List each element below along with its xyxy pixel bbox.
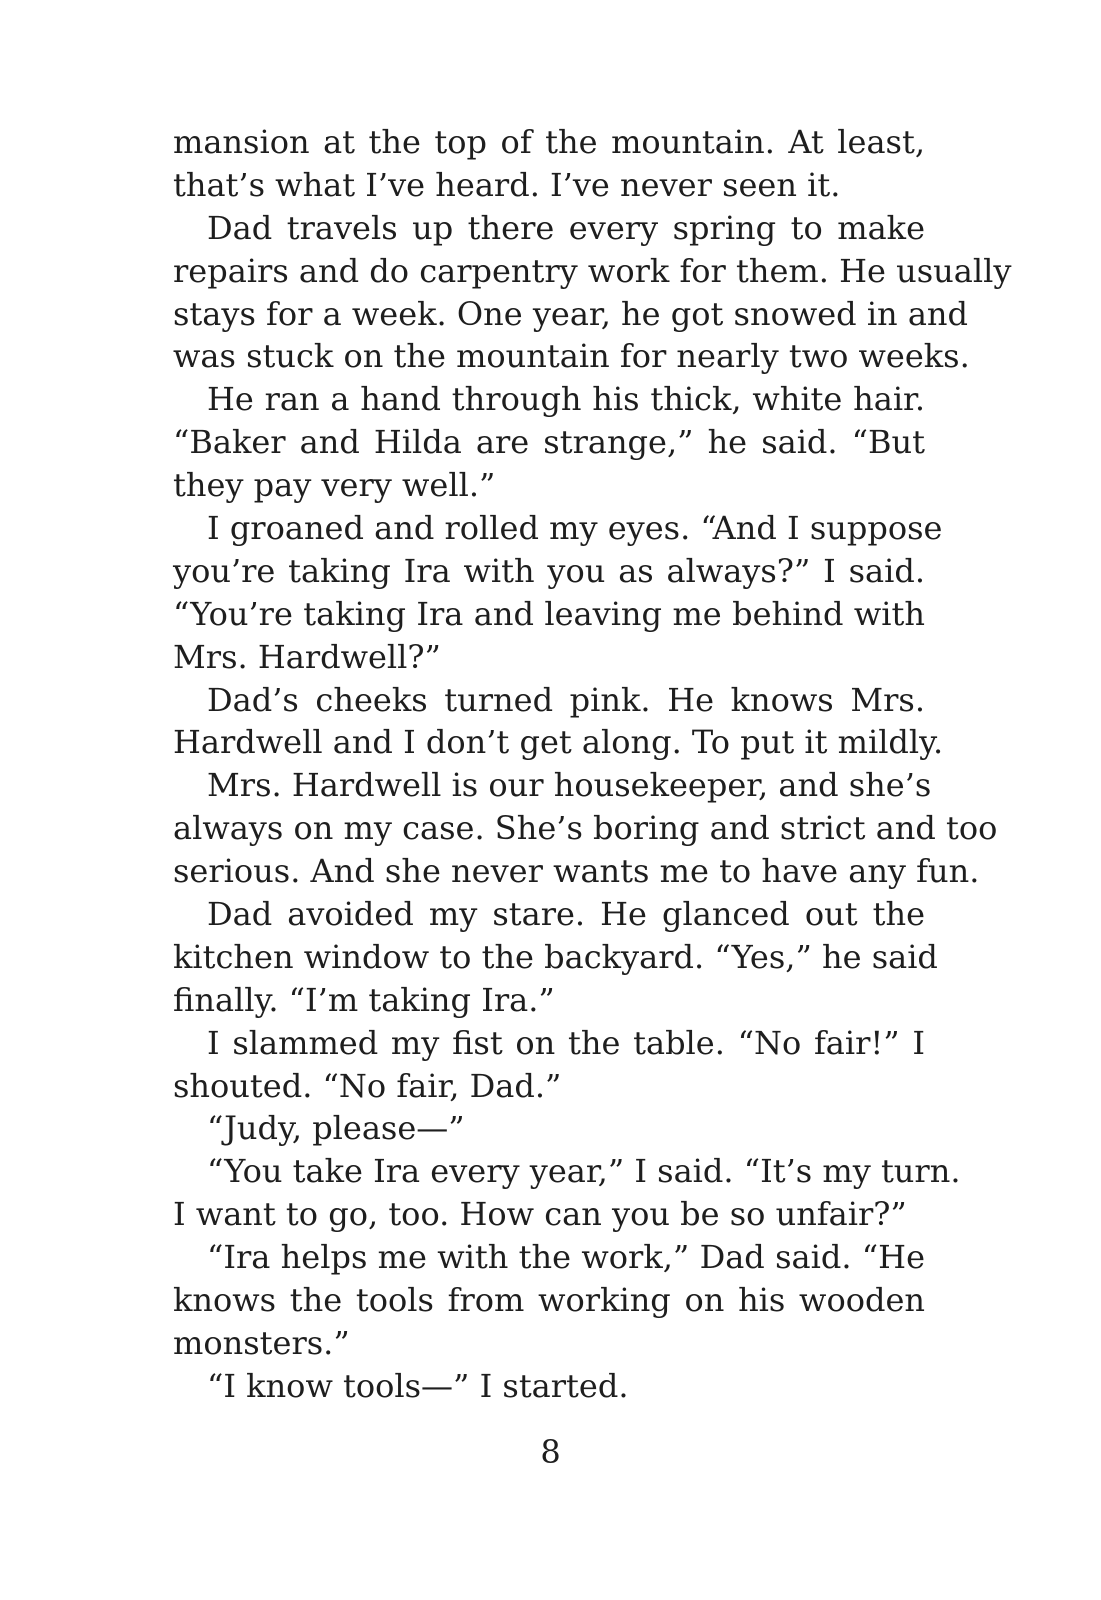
text-line: stays for a week. One year, he got snowed in and bbox=[173, 294, 968, 333]
text-line: was stuck on the mountain for nearly two weeks. bbox=[173, 337, 970, 376]
body-text bbox=[173, 121, 1012, 1408]
text-line: Dad’s cheeks turned pink. He knows Mrs. bbox=[207, 680, 925, 719]
text-line: “Baker and Hilda are strange,” he said. “But bbox=[173, 423, 925, 462]
text-line: He ran a hand through his thick, white hair. bbox=[207, 380, 925, 419]
text-line: “Ira helps me with the work,” Dad said. “He bbox=[207, 1238, 925, 1277]
text-line: that’s what I’ve heard. I’ve never seen it. bbox=[173, 165, 841, 204]
text-line: repairs and do carpentry work for them. He usually bbox=[173, 251, 1012, 290]
text-line: knows the tools from working on his wooden bbox=[173, 1281, 925, 1320]
text-line: Mrs. Hardwell is our housekeeper, and she’s bbox=[207, 766, 932, 805]
text-line: serious. And she never wants me to have any fun. bbox=[173, 852, 980, 891]
text-line: “Judy, please—” bbox=[207, 1109, 465, 1148]
text-line: you’re taking Ira with you as always?” I said. bbox=[173, 551, 925, 590]
text-line: they pay very well.” bbox=[173, 466, 496, 505]
text-line: always on my case. She’s boring and strict and too bbox=[173, 809, 998, 848]
text-line: I want to go, too. How can you be so unfair?” bbox=[173, 1195, 907, 1234]
text-line: Mrs. Hardwell?” bbox=[173, 637, 441, 676]
text-line: I slammed my fist on the table. “No fair!” I bbox=[207, 1023, 925, 1062]
text-line: finally. “I’m taking Ira.” bbox=[173, 980, 555, 1019]
text-line: shouted. “No fair, Dad.” bbox=[173, 1066, 562, 1105]
text-line: kitchen window to the backyard. “Yes,” he said bbox=[173, 937, 938, 976]
text-line: mansion at the top of the mountain. At least, bbox=[173, 123, 925, 161]
text-line: “I know tools—” I started. bbox=[207, 1366, 629, 1405]
text-line: I groaned and rolled my eyes. “And I suppose bbox=[207, 509, 943, 548]
text-line: monsters.” bbox=[173, 1323, 350, 1362]
page-number: 8 bbox=[540, 1433, 561, 1471]
text-line: “You’re taking Ira and leaving me behind with bbox=[173, 594, 925, 633]
text-line: Hardwell and I don’t get along. To put it mildly. bbox=[173, 723, 944, 762]
text-line: Dad avoided my stare. He glanced out the bbox=[207, 895, 925, 934]
text-line: “You take Ira every year,” I said. “It’s my turn. bbox=[207, 1152, 961, 1191]
text-line: Dad travels up there every spring to make bbox=[207, 208, 925, 247]
